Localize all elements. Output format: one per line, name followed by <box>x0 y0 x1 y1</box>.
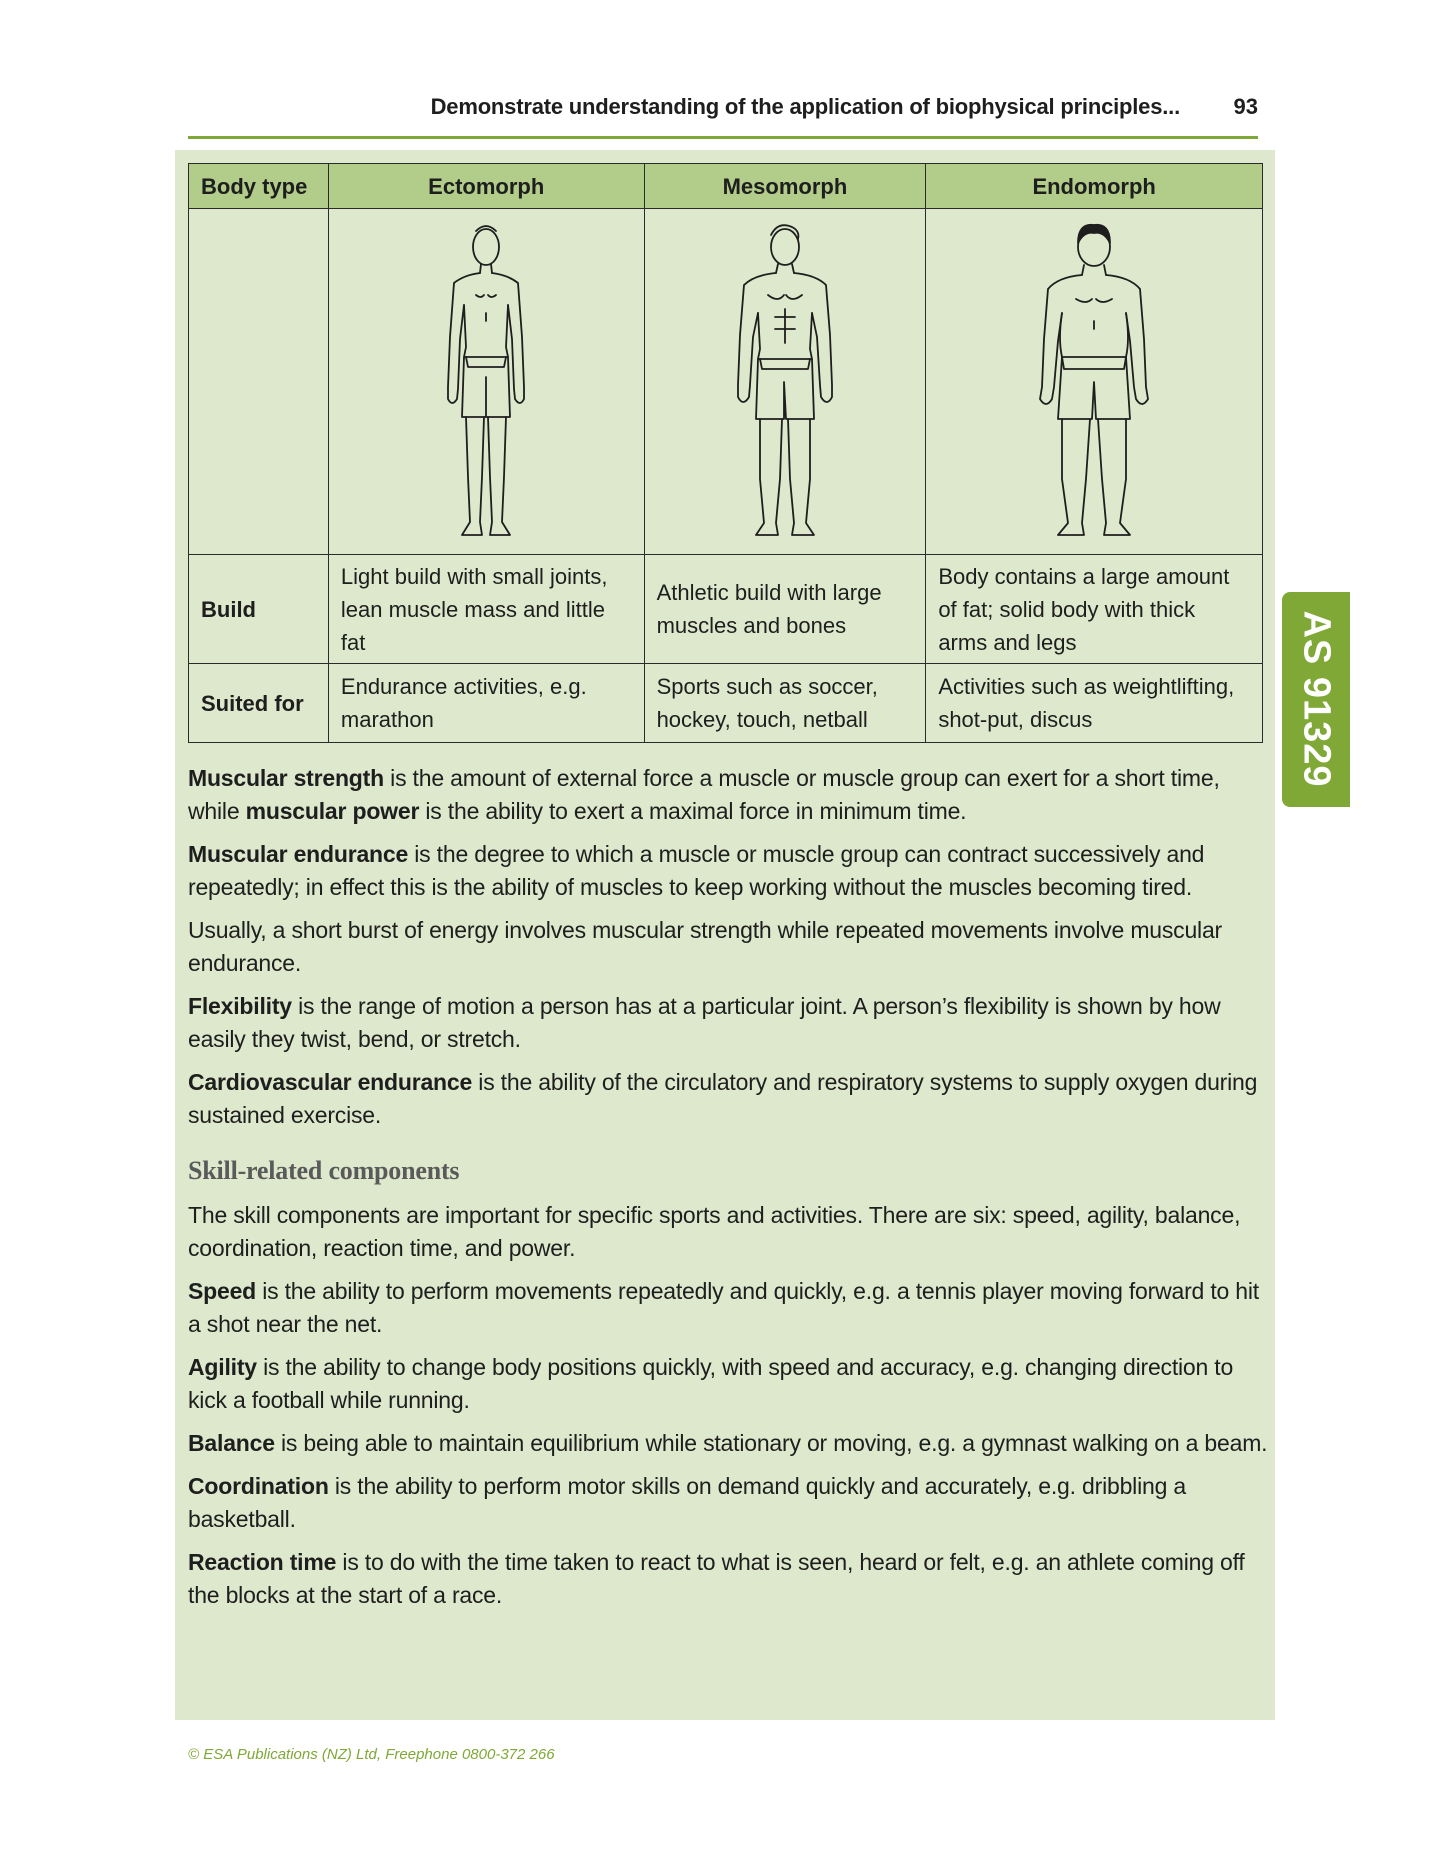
ectomorph-figure <box>426 217 546 547</box>
mesomorph-figure-cell <box>644 209 926 555</box>
footer-copyright: © ESA Publications (NZ) Ltd, Freephone 0800-372 266 <box>188 1746 555 1763</box>
suited-row <box>189 664 1263 743</box>
paragraph-text: is the range of motion a person has at a particular joint. A person’s flexibility is shown by how easily they twist, bend, or stretch. <box>188 993 1221 1052</box>
page-header <box>188 88 1258 128</box>
paragraph-flexibility <box>188 990 1268 1056</box>
endomorph-figure <box>1024 217 1164 547</box>
figure-row-label <box>189 209 329 555</box>
paragraph-agility <box>188 1351 1268 1417</box>
side-tab <box>1282 592 1350 807</box>
header-title: Demonstrate understanding of the application of biophysical principles... <box>430 94 1180 119</box>
paragraph-text: is being able to maintain equilibrium while stationary or moving, e.g. a gymnast walking on a beam. <box>274 1430 1268 1456</box>
subheading-skill-components: Skill-related components <box>188 1156 460 1185</box>
term-muscular-strength: Muscular strength <box>188 765 384 791</box>
page-number: 93 <box>1233 94 1258 119</box>
term-cardiovascular-endurance: Cardiovascular endurance <box>188 1069 473 1095</box>
paragraph-text: is the ability to change body positions quickly, with speed and accuracy, e.g. changing direction to kick a football while running. <box>188 1354 1234 1413</box>
term-balance: Balance <box>188 1430 275 1456</box>
paragraph-text: is the ability of the circulatory and respiratory systems to supply oxygen during sustained exercise. <box>188 1069 1258 1128</box>
paragraph-text: is the ability to exert a maximal force in minimum time. <box>419 798 967 824</box>
suited-label: Suited for <box>189 664 329 743</box>
ectomorph-figure-cell <box>328 209 644 555</box>
term-muscular-endurance: Muscular endurance <box>188 841 409 867</box>
endomorph-figure-cell <box>926 209 1263 555</box>
paragraph-muscular-endurance <box>188 838 1268 904</box>
term-speed: Speed <box>188 1278 257 1304</box>
table-header-row <box>189 164 1263 209</box>
term-coordination: Coordination <box>188 1473 329 1499</box>
paragraph-muscular-strength <box>188 762 1268 828</box>
body-text <box>188 762 1268 1622</box>
paragraph-text: is the ability to perform movements repeatedly and quickly, e.g. a tennis player moving forward to hit a shot near the net. <box>188 1278 1259 1337</box>
term-reaction-time: Reaction time <box>188 1549 337 1575</box>
term-agility: Agility <box>188 1354 257 1380</box>
body-type-table <box>188 163 1263 743</box>
term-muscular-power: muscular power <box>245 798 420 824</box>
paragraph-balance <box>188 1427 1268 1460</box>
paragraph-text: is the degree to which a muscle or muscle group can contract successively and repeatedly; in effect this is the ability of muscles to keep working without the muscles becoming tired. <box>188 841 1205 900</box>
figure-row <box>189 209 1263 555</box>
header-endomorph: Endomorph <box>926 164 1263 209</box>
suited-mesomorph: Sports such as soccer, hockey, touch, netball <box>644 664 926 743</box>
paragraph-coordination <box>188 1470 1268 1536</box>
paragraph-skill-intro: The skill components are important for specific sports and activities. There are six: speed, agility, balance, coordination, reaction time, and power. <box>188 1202 1241 1261</box>
build-row <box>189 555 1263 664</box>
paragraph-speed <box>188 1275 1268 1341</box>
paragraph-reaction-time <box>188 1546 1268 1612</box>
header-mesomorph: Mesomorph <box>644 164 926 209</box>
build-ectomorph: Light build with small joints, lean muscle mass and little fat <box>328 555 644 664</box>
term-flexibility: Flexibility <box>188 993 292 1019</box>
header-rule <box>188 136 1258 139</box>
build-endomorph: Body contains a large amount of fat; solid body with thick arms and legs <box>926 555 1263 664</box>
paragraph-text: is to do with the time taken to react to what is seen, heard or felt, e.g. an athlete coming off the blocks at the start of a race. <box>188 1549 1245 1608</box>
build-label: Build <box>189 555 329 664</box>
suited-ectomorph: Endurance activities, e.g. marathon <box>328 664 644 743</box>
side-tab-label: AS 91329 <box>1295 610 1338 788</box>
paragraph-text: is the ability to perform motor skills on demand quickly and accurately, e.g. dribbling a basketball. <box>188 1473 1186 1532</box>
paragraph-usually: Usually, a short burst of energy involves muscular strength while repeated movements involve muscular endurance. <box>188 917 1223 976</box>
header-body-type: Body type <box>189 164 329 209</box>
header-ectomorph: Ectomorph <box>328 164 644 209</box>
suited-endomorph: Activities such as weightlifting, shot-put, discus <box>926 664 1263 743</box>
paragraph-text: is the amount of external force a muscle or muscle group can exert for a short time, while <box>188 765 1220 824</box>
paragraph-cardiovascular <box>188 1066 1268 1132</box>
build-mesomorph: Athletic build with large muscles and bones <box>644 555 926 664</box>
mesomorph-figure <box>720 217 850 547</box>
